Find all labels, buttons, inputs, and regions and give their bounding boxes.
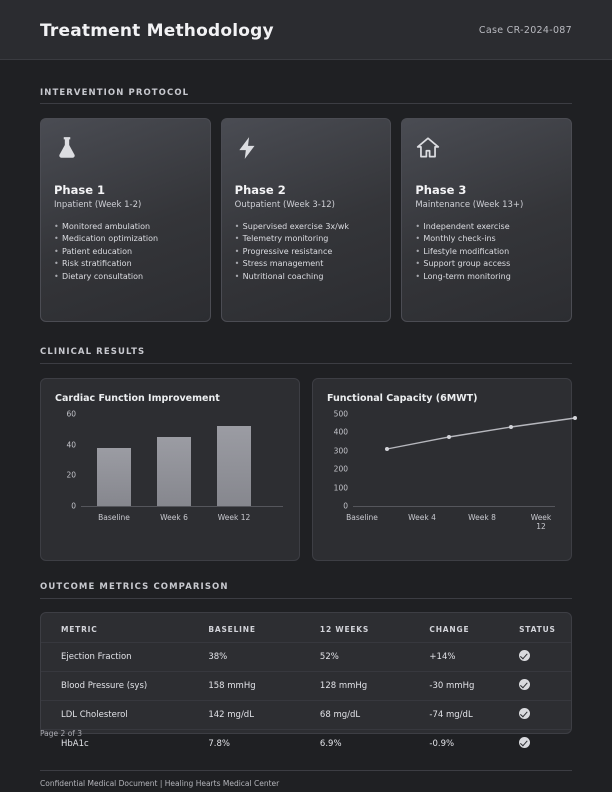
list-item: • Nutritional coaching [235,271,378,283]
check-icon [519,650,530,661]
line-chart [327,409,559,534]
phase-card-3 [401,118,572,322]
bar-chart [55,409,287,534]
section-label-results: CLINICAL RESULTS [40,347,146,357]
list-item: • Stress management [235,258,378,270]
check-icon [519,737,530,748]
footer-divider [40,770,572,771]
list-item: • Medication optimization [54,233,197,245]
table-row [41,643,571,672]
cell-baseline: 38% [208,652,228,662]
y-tick: 500 [333,409,348,419]
cell-status [519,701,571,730]
bolt-icon [235,133,261,163]
list-item: • Support group access [415,258,558,270]
y-tick: 100 [333,483,348,493]
cell-baseline: 7.8% [208,739,230,749]
cell-status [519,643,571,672]
phase-card-2 [221,118,392,322]
cell-change: -74 mg/dL [429,710,473,720]
column-header-status: STATUS [519,625,556,634]
flask-icon [54,133,80,163]
x-tick: Week 6 [160,513,188,522]
cell-metric: Ejection Fraction [61,652,132,662]
y-tick: 20 [66,470,76,480]
check-icon [519,679,530,690]
table-header-row [41,613,571,643]
chart-title: Functional Capacity (6MWT) [327,393,478,404]
check-icon [519,708,530,719]
list-item: • Independent exercise [415,221,558,233]
cell-status [519,730,571,759]
x-tick: Week 8 [468,513,496,522]
divider [40,103,572,104]
home-icon [415,133,441,163]
table-row [41,672,571,701]
phase-subtitle: Outpatient (Week 3-12) [234,200,335,210]
list-item: • Telemetry monitoring [235,233,378,245]
cell-metric: HbA1c [61,739,89,749]
page-title: Treatment Methodology [40,21,274,41]
list-item: • Long-term monitoring [415,271,558,283]
line-series [379,414,585,506]
cell-metric: Blood Pressure (sys) [61,681,148,691]
y-tick: 60 [66,409,76,419]
cell-12weeks: 68 mg/dL [319,710,361,720]
column-header-baseline: BASELINE [208,625,256,634]
y-tick: 400 [333,427,348,437]
outcome-metrics-table [40,612,572,749]
column-header-metric: METRIC [61,625,98,634]
table-row [41,701,571,730]
x-tick: Baseline [346,513,378,522]
bar [217,426,251,506]
cell-12weeks: 128 mmHg [319,681,368,691]
phase-card-group [40,118,572,322]
divider [40,363,572,364]
x-tick: Week 12 [530,513,552,531]
list-item: • Risk stratification [54,258,197,270]
phase-title: Phase 1 [54,183,106,197]
y-tick: 40 [66,440,76,450]
cell-change: -0.9% [429,739,455,749]
cell-metric: LDL Cholesterol [61,710,128,720]
list-item: • Monitored ambulation [54,221,197,233]
section-label-metrics: OUTCOME METRICS COMPARISON [40,582,229,592]
list-item: • Patient education [54,246,197,258]
bar [157,437,191,506]
list-item: • Dietary consultation [54,271,197,283]
cell-baseline: 142 mg/dL [208,710,254,720]
phase-item-list [54,221,197,283]
chart-title: Cardiac Function Improvement [55,393,220,404]
list-item: • Progressive resistance [235,246,378,258]
cell-12weeks: 52% [319,652,339,662]
cell-change: +14% [429,652,456,662]
x-axis [353,506,555,507]
column-header-change: CHANGE [429,625,470,634]
chart-group [40,378,572,561]
phase-item-list [415,221,558,283]
phase-card-1 [40,118,211,322]
phase-title: Phase 2 [234,183,286,197]
y-tick: 0 [343,501,348,511]
divider [40,598,572,599]
x-tick: Week 4 [408,513,436,522]
column-header-12weeks: 12 WEEKS [319,625,370,634]
x-tick: Baseline [98,513,130,522]
cell-12weeks: 6.9% [319,739,342,749]
section-label-protocol: INTERVENTION PROTOCOL [40,88,190,98]
phase-subtitle: Inpatient (Week 1-2) [54,200,142,210]
cell-baseline: 158 mmHg [208,681,256,691]
x-tick: Week 12 [217,513,251,522]
list-item: • Supervised exercise 3x/wk [235,221,378,233]
y-tick: 200 [333,464,348,474]
phase-title: Phase 3 [415,183,467,197]
footer-text: Confidential Medical Document | Healing Hearts Medical Center [40,779,280,788]
cell-status [519,672,571,701]
case-id: Case CR-2024-087 [478,25,572,36]
list-item: • Lifestyle modification [415,246,558,258]
line-plot-area [333,409,559,511]
phase-item-list [235,221,378,283]
x-axis [81,506,283,507]
list-item: • Monthly check-ins [415,233,558,245]
bar [97,448,131,506]
table-row [41,730,571,759]
chart-card-cardiac [40,378,300,561]
cell-change: -30 mmHg [429,681,475,691]
page-number: Page 2 of 3 [40,729,83,738]
document-header [0,0,612,60]
chart-card-functional [312,378,572,561]
bar-plot-area [66,409,287,511]
phase-subtitle: Maintenance (Week 13+) [415,200,524,210]
y-tick: 300 [333,446,348,456]
y-tick: 0 [71,501,76,511]
